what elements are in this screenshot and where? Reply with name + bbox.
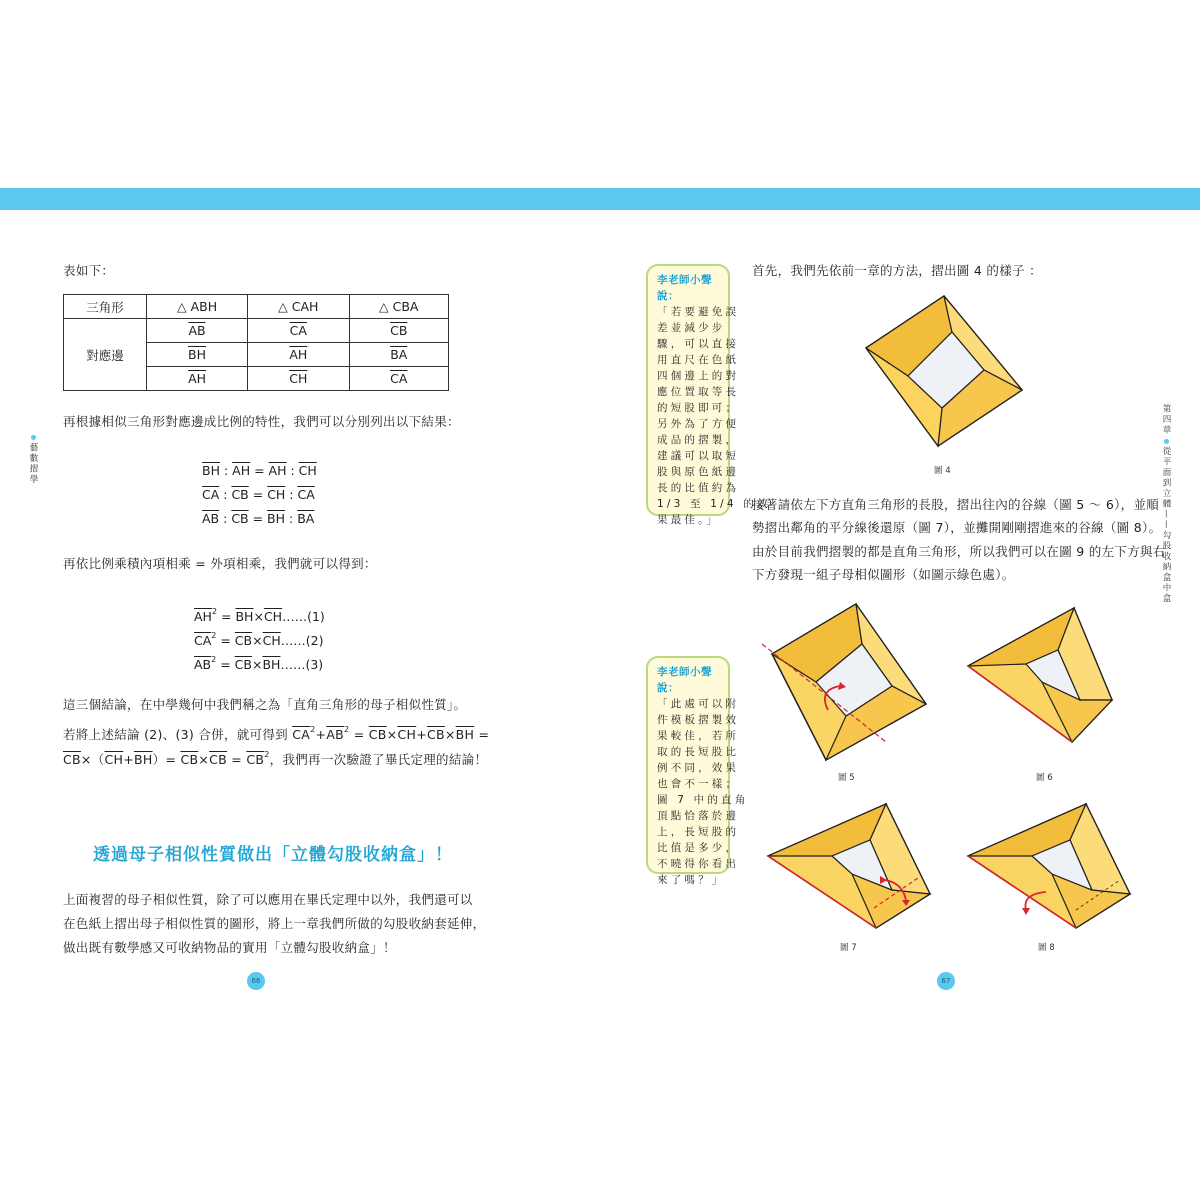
paragraph-line: 下方發現一組子母相似圖形（如圖示綠色處）。 [752, 567, 1015, 582]
note-title: 李老師小聲說： [657, 666, 712, 694]
product-equation: $\overline{AB}^2$ = $\overline{CB}\times\overline{BH}\dots\dots(3)$ [194, 655, 324, 672]
product-equation: $\overline{CA}^2$ = $\overline{CB}\times\overline{CH}\dots\dots(2)$ [194, 631, 324, 648]
section-heading: 透過母子相似性質做出「立體勾股收納盒」！ [93, 845, 453, 865]
table-cell: $\overline{AB}$ [147, 319, 248, 343]
table-cell: $\overline{AH}$ [147, 367, 248, 391]
table-header: 三角形 [64, 295, 147, 319]
table-cell: $\overline{CA}$ [349, 367, 448, 391]
table-cell: $\overline{CB}$ [349, 319, 448, 343]
figure-caption: 圖 8 [1038, 943, 1055, 953]
ratio-equation: $\overline{CA}$ : $\overline{CB} = \overline{CH}$ : $\overline{CA}$ [202, 487, 315, 502]
paragraph: 再根據相似三角形對應邊成比例的特性，我們可以分別列出以下結果： [63, 414, 460, 429]
paragraph: 這三個結論，在中學幾何中我們稱之為「直角三角形的母子相似性質」。 [63, 697, 467, 712]
paragraph-line: 做出既有數學感又可收納物品的實用「立體勾股收納盒」！ [63, 940, 396, 955]
page-number: 66 [247, 972, 265, 990]
paragraph-line: 若將上述結論 (2)、(3) 合併，就可得到 $\overline{CA}^2+\overline{AB}^2 = \overline{CB}\times\overline{CH}+\overline{CB}\times\overline{BH}$ = [63, 725, 490, 742]
correspondence-table [63, 294, 449, 391]
note-body: 「若要避免誤 差並減少步 驟，可以直接 用直尺在色紙 四個邊上的對 應位置取等長 的短股即可； 另外為了方便 成品的摺製， 建議可以取短 股與原色紙邊 長的比值約為 1/3 至 1/4 的效 果最佳。」 [657, 306, 771, 526]
figure-6-diagram [962, 604, 1122, 746]
bullet-dot [1164, 439, 1169, 444]
ratio-equation: $\overline{BH}$ : $\overline{AH} = \overline{AH}$ : $\overline{CH}$ [202, 463, 317, 478]
table-header: △ CBA [349, 295, 448, 319]
table-row-label: 對應邊 [64, 319, 147, 391]
side-label-left: 藝數摺學 [27, 432, 39, 485]
teacher-note-1 [646, 264, 771, 526]
side-label-right: 第四章從平面到立體——勾股收納盒中盒 [1161, 404, 1171, 604]
figure-8-diagram [964, 800, 1134, 936]
paragraph-line: 勢摺出鄰角的平分線後還原（圖 7），並攤開剛剛摺進來的谷線（圖 8）。 [752, 520, 1162, 535]
page-number: 67 [937, 972, 955, 990]
paragraph: 再依比例乘積內項相乘 = 外項相乘，我們就可以得到： [63, 556, 377, 571]
table-cell: $\overline{AH}$ [248, 343, 349, 367]
paragraph-line: 上面複習的母子相似性質，除了可以應用在畢氏定理中以外，我們還可以 [63, 892, 473, 907]
product-equation: $\overline{AH}^2$ = $\overline{BH}\times\overline{CH}\dots\dots(1)$ [194, 607, 325, 624]
table-intro: 表如下： [63, 263, 115, 278]
figure-caption: 圖 7 [840, 943, 857, 953]
table-cell: $\overline{BH}$ [147, 343, 248, 367]
paragraph-line: 由於目前我們摺製的都是直角三角形，所以我們可以在圖 9 的左下方與右 [752, 544, 1166, 559]
note-title: 李老師小聲說： [657, 274, 712, 302]
figure-caption: 圖 6 [1036, 773, 1053, 783]
paragraph-line: 接著請依左下方直角三角形的長股，摺出往內的谷線（圖 5 ～ 6），並順 [752, 497, 1160, 512]
top-color-band [0, 188, 1200, 210]
figure-caption: 圖 5 [838, 773, 855, 783]
figure-7-diagram [766, 800, 936, 936]
table-header: △ CAH [248, 295, 349, 319]
bullet-dot [31, 435, 36, 440]
figure-caption: 圖 4 [934, 466, 951, 476]
table-cell: $\overline{CH}$ [248, 367, 349, 391]
teacher-note-2 [646, 656, 749, 886]
note-body: 「此處可以附 件模板摺製效 果較佳，若所 取的長短股比 例不同，效果 也會不一樣； 圖 7 中的直角 頂點恰落於邊 上，長短股的 比值是多少， 不曉得你看出 來了嗎？」 [657, 698, 749, 886]
figure-5-diagram [756, 600, 931, 765]
paragraph-line: $\overline{CB}\times(\overline{CH}+\overline{BH})= \overline{CB}\times\overline{CB} = \overline{CB}^2$，我們再一次驗證了畢氏定理的結論！ [63, 750, 488, 767]
table-cell: $\overline{CA}$ [248, 319, 349, 343]
figure-4-diagram [860, 292, 1030, 452]
ratio-equation: $\overline{AB}$ : $\overline{CB} = \overline{BH}$ : $\overline{BA}$ [202, 511, 315, 526]
table-cell: $\overline{BA}$ [349, 343, 448, 367]
table-header: △ ABH [147, 295, 248, 319]
paragraph: 首先，我們先依前一章的方法，摺出圖 4 的樣子 ： [752, 263, 1042, 278]
paragraph-line: 在色紙上摺出母子相似性質的圖形，將上一章我們所做的勾股收納套延伸， [63, 916, 486, 931]
